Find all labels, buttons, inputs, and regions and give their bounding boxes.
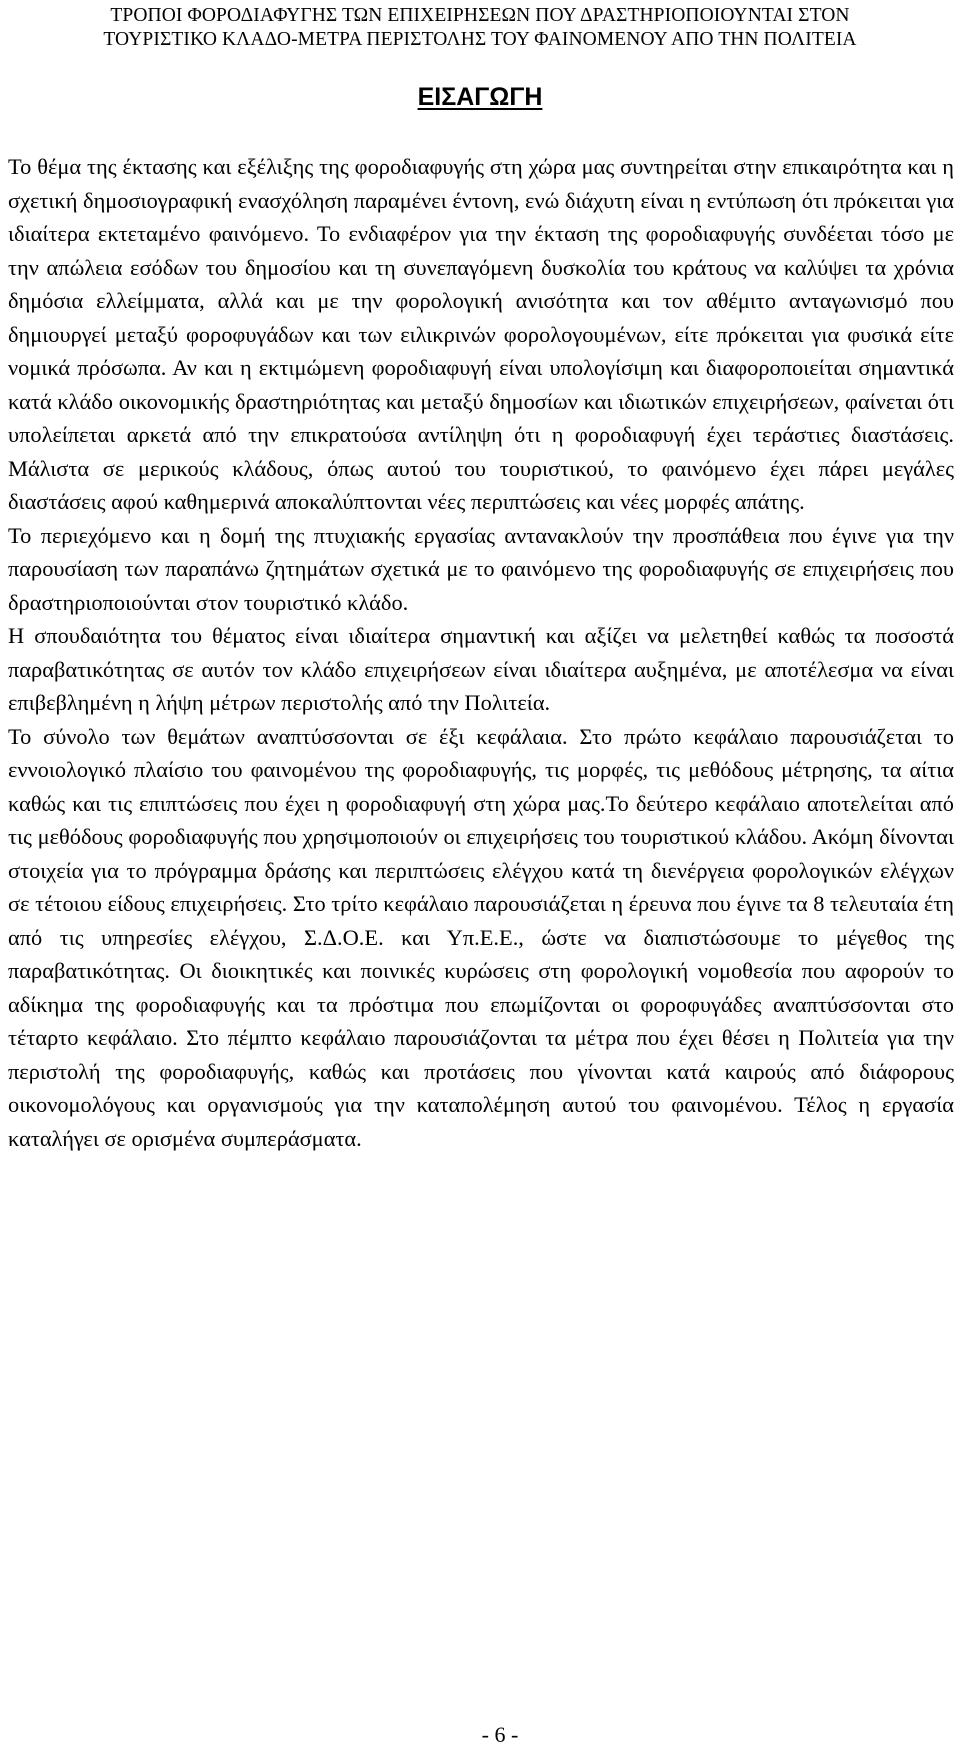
running-header-line-2: ΤΟΥΡΙΣΤΙΚΟ ΚΛΑΔΟ-ΜΕΤΡΑ ΠΕΡΙΣΤΟΛΗΣ ΤΟΥ ΦΑΙΝΟΜΕΝΟΥ ΑΠΟ ΤΗΝ ΠΟΛΙΤΕΙΑ	[103, 29, 857, 50]
page-number-label: - 6 -	[481, 1722, 519, 1747]
paragraph-3: Η σπουδαιότητα του θέματος είναι ιδιαίτερα σημαντική και αξίζει να μελετηθεί καθώς τα ποσοστά παραβατικότητας σε αυτόν τον κλάδο επιχειρήσεων είναι ιδιαίτερα αυξημένα, με αποτέλεσμα να είναι επιβεβλημένη η λήψη μέτρων περιστολής από την Πολιτεία.	[8, 623, 954, 715]
page-number	[0, 1722, 960, 1748]
body-text	[8, 150, 954, 1155]
paragraph-1: Το θέμα της έκτασης και εξέλιξης της φοροδιαφυγής στη χώρα μας συντηρείται στην επικαιρότητα και η σχετική δημοσιογραφική ενασχόληση παραμένει έντονη, ενώ διάχυτη είναι η εντύπωση ότι πρόκειται για ιδιαίτερα εκτεταμένο φαινόμενο. Το ενδιαφέρον για την έκταση της φοροδιαφυγής συνδέεται τόσο με την απώλεια εσόδων του δημοσίου και τη συνεπαγόμενη δυσκολία του κράτους να καλύψει τα χρόνια δημόσια ελλείμματα, αλλά και με την φορολογική ανισότητα και τον αθέμιτο ανταγωνισμό που δημιουργεί μεταξύ φοροφυγάδων και των ειλικρινών φορολογουμένων, είτε πρόκειται για φυσικά είτε νομικά πρόσωπα. Αν και η εκτιμώμενη φοροδιαφυγή είναι υπολογίσιμη και διαφοροποιείται σημαντικά κατά κλάδο οικονομικής δραστηριότητας και μεταξύ δημοσίων και ιδιωτικών επιχειρήσεων, φαίνεται ότι υπολείπεται αρκετά από την επικρατούσα αντίληψη ότι η φοροδιαφυγή έχει τεράστιες διαστάσεις. Μάλιστα σε μερικούς κλάδους, όπως αυτού του τουριστικού, το φαινόμενο έχει πάρει μεγάλες διαστάσεις αφού καθημερινά αποκαλύπτονται νέες περιπτώσεις και νέες μορφές απάτης.	[8, 154, 954, 514]
paragraph-4: Το σύνολο των θεμάτων αναπτύσσονται σε έξι κεφάλαια. Στο πρώτο κεφάλαιο παρουσιάζεται το εννοιολογικό πλαίσιο του φαινομένου της φοροδιαφυγής, τις μορφές, τις μεθόδους μέτρησης, τα αίτια καθώς και τις επιπτώσεις που έχει η φοροδιαφυγή στη χώρα μας.Το δεύτερο κεφάλαιο αποτελείται από τις μεθόδους φοροδιαφυγής που χρησιμοποιούν οι επιχειρήσεις του τουριστικού κλάδου. Ακόμη δίνονται στοιχεία για το πρόγραμμα δράσης και περιπτώσεις ελέγχου κατά τη διενέργεια φορολογικών ελέγχων σε τέτοιου είδους επιχειρήσεις. Στο τρίτο κεφάλαιο παρουσιάζεται η έρευνα που έγινε τα 8 τελευταία έτη από τις υπηρεσίες ελέγχου, Σ.Δ.Ο.Ε. και Υπ.Ε.Ε., ώστε να διαπιστώσουμε το μέγεθος της παραβατικότητας. Οι διοικητικές και ποινικές κυρώσεις στη φορολογική νομοθεσία που αφορούν το αδίκημα της φοροδιαφυγής και τα πρόστιμα που επωμίζονται οι φοροφυγάδες αναπτύσσονται στο τέταρτο κεφάλαιο. Στο πέμπτο κεφάλαιο παρουσιάζονται τα μέτρα που έχει θέσει η Πολιτεία για την περιστολή της φοροδιαφυγής, καθώς και προτάσεις που γίνονται κατά καιρούς από διάφορους οικονομολόγους και οργανισμούς για την καταπολέμηση αυτού του φαινομένου. Τέλος η εργασία καταλήγει σε ορισμένα συμπεράσματα.	[8, 723, 954, 1151]
running-header-line-1: ΤΡΟΠΟΙ ΦΟΡΟΔΙΑΦΥΓΗΣ ΤΩΝ ΕΠΙΧΕΙΡΗΣΕΩΝ ΠΟΥ ΔΡΑΣΤΗΡΙΟΠΟΙΟΥΝΤΑΙ ΣΤΟΝ	[110, 5, 850, 26]
running-header	[0, 4, 960, 52]
section-title: ΕΙΣΑΓΩΓΗ	[417, 83, 543, 111]
paragraph-2: Το περιεχόμενο και η δομή της πτυχιακής εργασίας αντανακλούν την προσπάθεια που έγινε για την παρουσίαση των παραπάνω ζητημάτων σχετικά με το φαινόμενο της φοροδιαφυγής σε επιχειρήσεις που δραστηριοποιούνται στον τουριστικό κλάδο.	[8, 522, 954, 615]
